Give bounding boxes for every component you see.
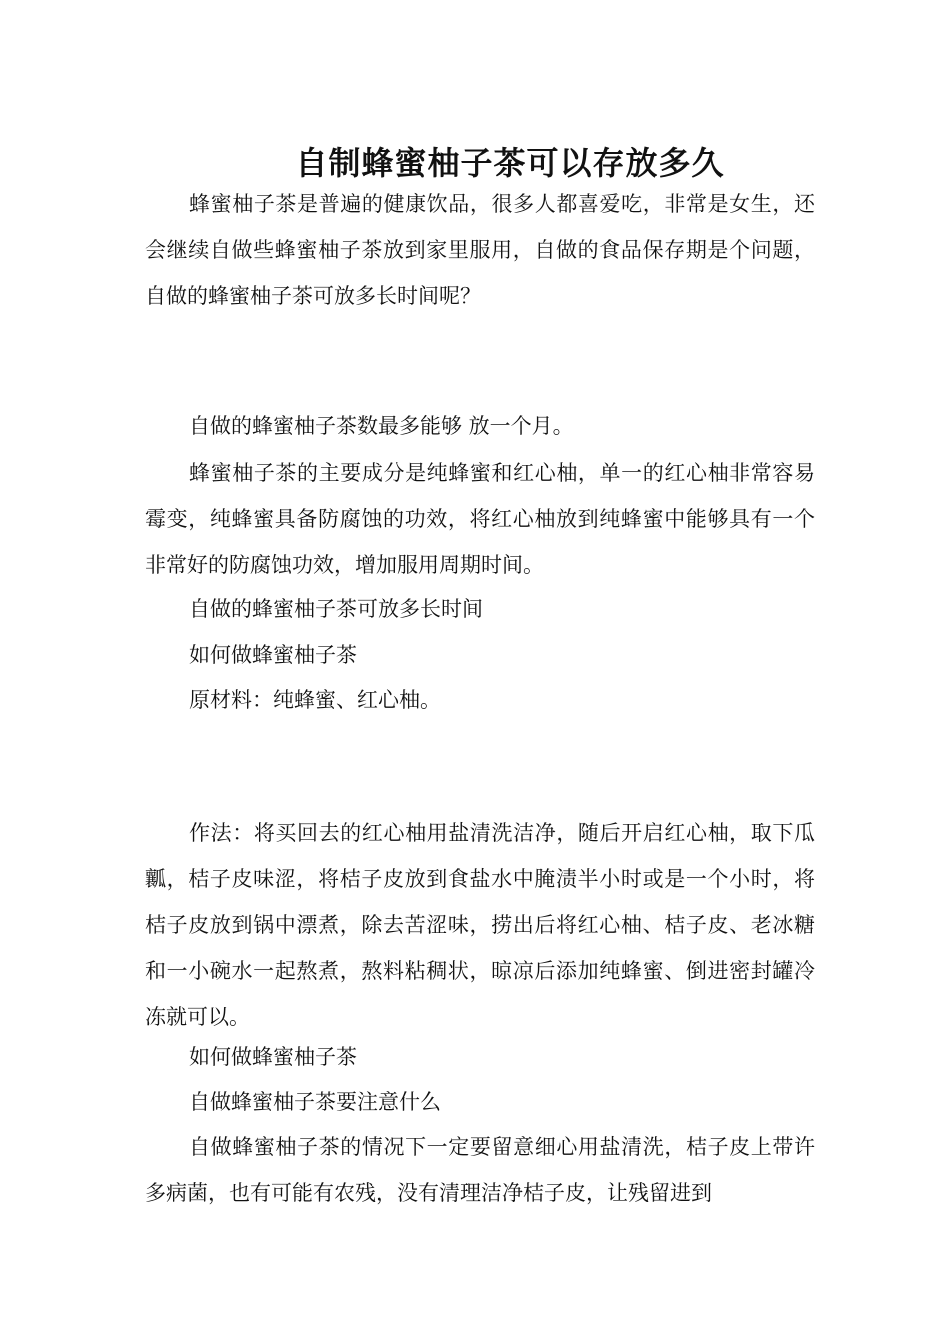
paragraph-notes-heading: 自做蜂蜜柚子茶要注意什么 [189,1090,441,1114]
paragraph-how-to-heading: 如何做蜂蜜柚子茶 [189,643,357,667]
paragraph-storage-answer: 自做的蜂蜜柚子茶数最多能够 放一个月。 [189,414,574,438]
paragraph-materials: 原材料：纯蜂蜜、红心柚。 [189,688,441,712]
paragraph-notes: 自做蜂蜜柚子茶的情况下一定要留意细心用盐清洗，桔子皮上带许多病菌，也有可能有农残，没有清理洁净桔子皮，让残留进到 [145,1135,815,1205]
paragraph-intro: 蜂蜜柚子茶是普遍的健康饮品，很多人都喜爱吃，非常是女生，还会继续自做些蜂蜜柚子茶放到家里服用，自做的食品保存期是个问题，自做的蜂蜜柚子茶可放多长时间呢？ [145,192,815,308]
paragraph-ingredients-explanation: 蜂蜜柚子茶的主要成分是纯蜂蜜和红心柚，单一的红心柚非常容易霉变，纯蜂蜜具备防腐蚀的功效，将红心柚放到纯蜂蜜中能够具有一个非常好的防腐蚀功效，增加服用周期时间。 [145,461,815,577]
paragraph-how-to-heading-2: 如何做蜂蜜柚子茶 [189,1045,357,1069]
paragraph-storage-heading: 自做的蜂蜜柚子茶可放多长时间 [189,597,483,621]
paragraph-method: 作法：将买回去的红心柚用盐清洗洁净，随后开启红心柚，取下瓜瓤，桔子皮味涩，将桔子皮放到食盐水中腌渍半小时或是一个小时，将桔子皮放到锅中漂煮，除去苦涩味，捞出后将红心柚、桔子皮、老冰糖和一小碗水一起熬煮，熬料粘稠状，晾凉后添加纯蜂蜜、倒进密封罐冷冻就可以。 [145,821,815,1029]
document-title: 自制蜂蜜柚子茶可以存放多久 [295,144,725,183]
